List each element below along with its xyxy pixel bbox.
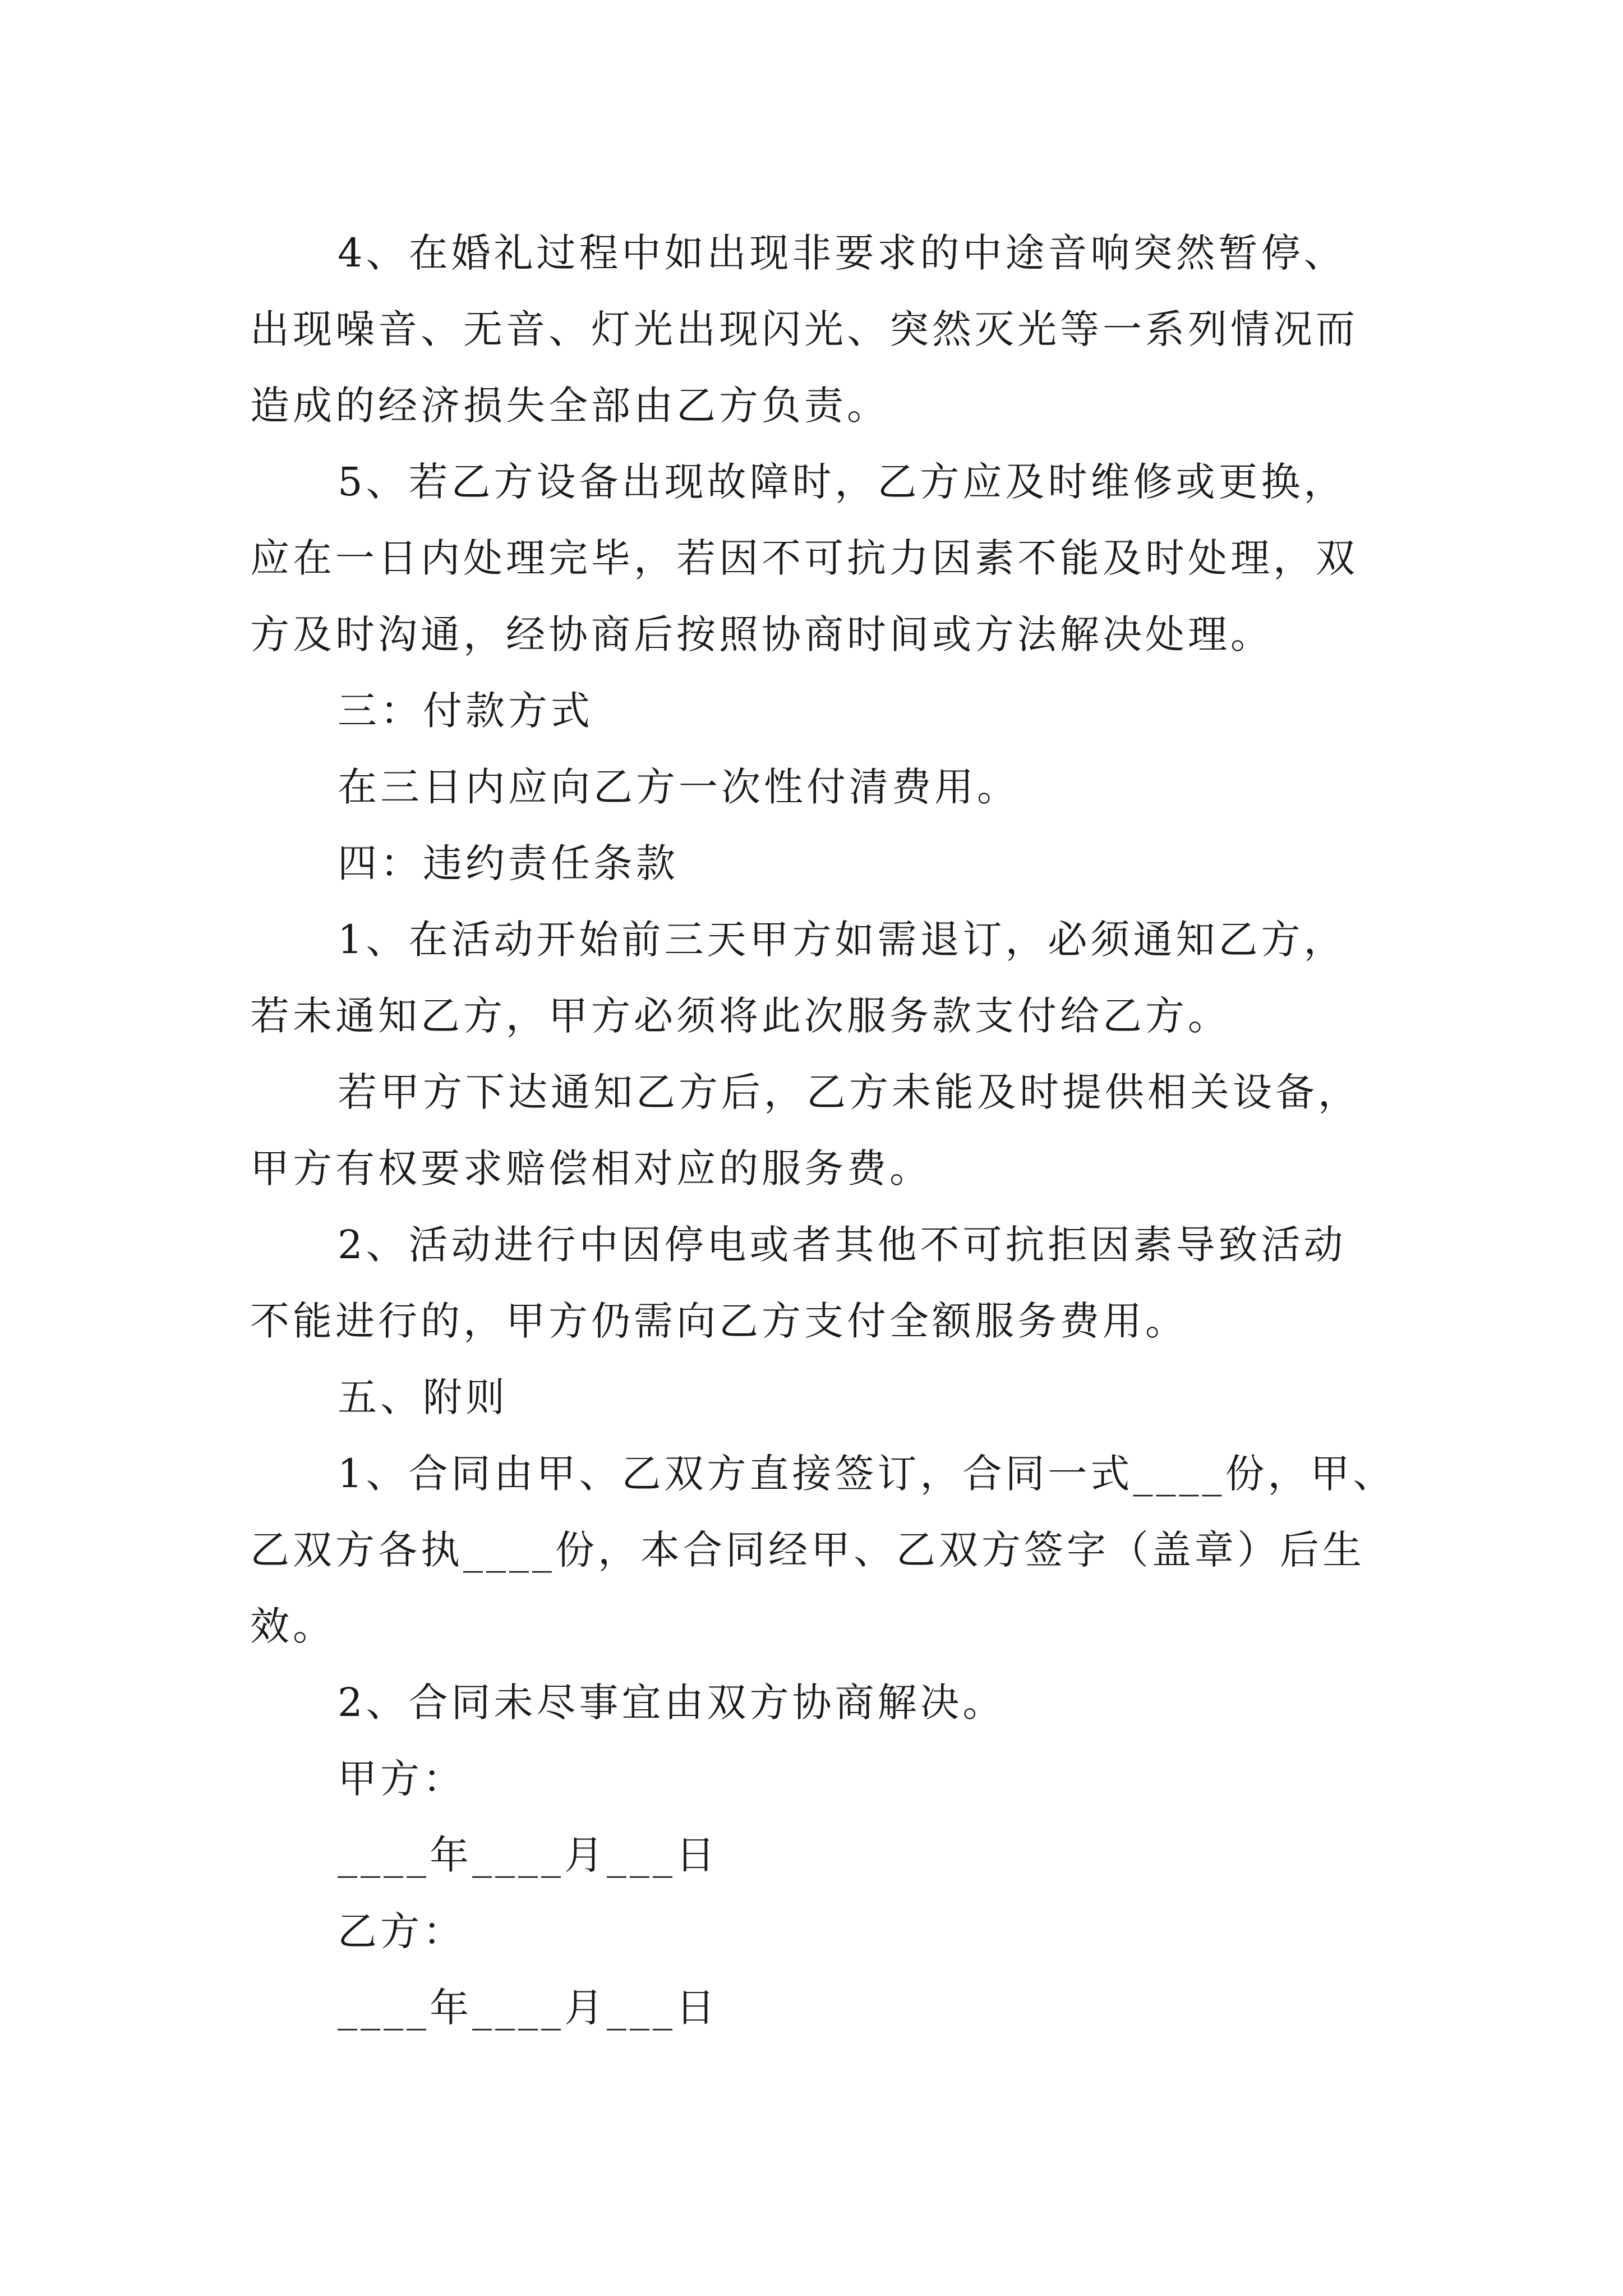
breach-clause-1-line-2: 若未通知乙方，甲方必须将此次服务款支付给乙方。	[250, 993, 1230, 1039]
section-3-heading: 三：付款方式	[338, 688, 593, 734]
party-a-date: ____年____月___日	[338, 1832, 718, 1878]
clause-5-line-2: 应在一日内处理完毕，若因不可抗力因素不能及时处理，双	[250, 535, 1358, 581]
party-b-date: ____年____月___日	[338, 1985, 718, 2031]
section-4-heading: 四：违约责任条款	[338, 840, 679, 886]
breach-paragraph-line-1: 若甲方下达通知乙方后，乙方未能及时提供相关设备，	[338, 1069, 1361, 1115]
annex-clause-1-line-3: 效。	[250, 1603, 335, 1649]
clause-4-line-1: 4、在婚礼过程中如出现非要求的中途音响突然暂停、	[338, 230, 1347, 276]
clause-4-line-3: 造成的经济损失全部由乙方负责。	[250, 383, 889, 429]
clause-4-line-2: 出现噪音、无音、灯光出现闪光、突然灭光等一系列情况而	[250, 306, 1358, 352]
breach-clause-2-line-2: 不能进行的，甲方仍需向乙方支付全额服务费用。	[250, 1298, 1188, 1344]
clause-5-line-3: 方及时沟通，经协商后按照协商时间或方法解决处理。	[250, 611, 1273, 657]
breach-clause-1-line-1: 1、在活动开始前三天甲方如需退订，必须通知乙方，	[338, 917, 1347, 963]
breach-paragraph-line-2: 甲方有权要求赔偿相对应的服务费。	[250, 1145, 932, 1191]
payment-paragraph: 在三日内应向乙方一次性付清费用。	[338, 764, 1020, 810]
annex-clause-1-line-2: 乙双方各执____份，本合同经甲、乙双方签字（盖章）后生	[250, 1527, 1365, 1573]
party-b-label: 乙方：	[338, 1908, 465, 1954]
annex-clause-1-line-1: 1、合同由甲、乙双方直接签订，合同一式____份，甲、	[338, 1451, 1396, 1497]
clause-5-line-1: 5、若乙方设备出现故障时，乙方应及时维修或更换，	[338, 459, 1347, 505]
breach-clause-2-line-1: 2、活动进行中因停电或者其他不可抗拒因素导致活动	[338, 1222, 1347, 1268]
section-5-heading: 五、附则	[338, 1374, 508, 1420]
party-a-label: 甲方：	[338, 1756, 465, 1802]
annex-clause-2: 2、合同未尽事宜由双方协商解决。	[338, 1680, 1006, 1726]
